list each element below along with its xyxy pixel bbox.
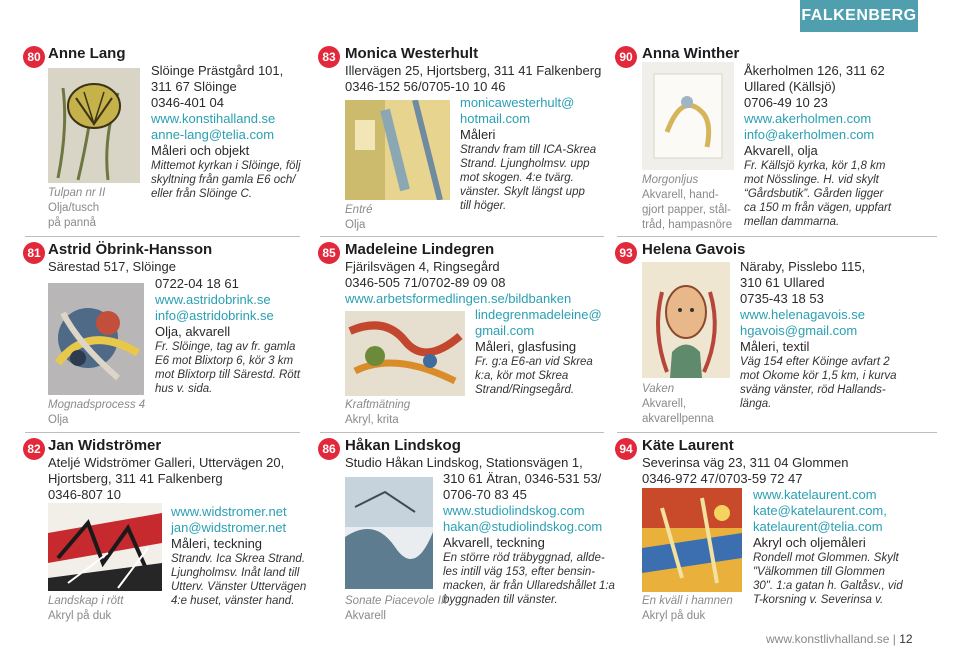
website-link[interactable]: www.widstromer.net bbox=[171, 504, 287, 519]
email-link[interactable]: hotmail.com bbox=[460, 111, 531, 126]
artist-name: Madeleine Lindegren bbox=[345, 241, 495, 258]
artwork-medium: Akryl på duk bbox=[642, 610, 706, 622]
directions-line: Strandv. Ica Skrea Strand. bbox=[171, 553, 306, 565]
directions-line: Fr. g:a E6-an vid Skrea bbox=[475, 356, 593, 368]
directions-line: Rondell mot Glommen. Skylt bbox=[753, 552, 899, 564]
directions-line: mot Okome kör 1,5 km, i kurva bbox=[740, 370, 897, 382]
address-line: Näraby, Pisslebo 115, bbox=[740, 259, 866, 274]
artist-name: Anne Lang bbox=[48, 45, 126, 62]
divider bbox=[320, 236, 604, 237]
entry-number-badge: 83 bbox=[318, 46, 340, 68]
website-link[interactable]: www.studiolindskog.com bbox=[443, 503, 585, 518]
website-link[interactable]: www.astridobrink.se bbox=[155, 292, 271, 307]
directions-line: mot skogen. 4:e tvärg. bbox=[460, 172, 574, 184]
directions-line: till höger. bbox=[460, 200, 507, 212]
email-link[interactable]: lindegrenmadeleine@ bbox=[475, 307, 602, 322]
region-tab: FALKENBERG bbox=[800, 0, 918, 32]
artwork-image bbox=[345, 311, 465, 396]
entry-number-badge: 90 bbox=[615, 46, 637, 68]
directions-line: Strand. Ljungholmsv. upp bbox=[460, 158, 590, 170]
artist-name: Monica Westerhult bbox=[345, 45, 479, 62]
directions-line: skyltning från gamla E6 och/ bbox=[151, 174, 296, 186]
email-link[interactable]: info@astridobrink.se bbox=[155, 308, 274, 323]
artwork-image bbox=[642, 488, 742, 592]
artwork-image bbox=[48, 68, 140, 183]
directions-line: vänster. Skylt längst upp bbox=[460, 186, 585, 198]
artwork-image bbox=[642, 262, 730, 378]
website-link[interactable]: www.helenagavois.se bbox=[740, 307, 866, 322]
artist-name: Anna Winther bbox=[642, 45, 740, 62]
directions-line: eller från Slöinge C. bbox=[151, 188, 252, 200]
website-link[interactable]: www.akerholmen.com bbox=[744, 111, 872, 126]
artwork-title: En kväll i hamnen bbox=[642, 595, 733, 607]
email-link[interactable]: info@akerholmen.com bbox=[744, 127, 875, 142]
entry-number-badge: 94 bbox=[615, 438, 637, 460]
directions-line: En större röd träbyggnad, allde- bbox=[443, 552, 605, 564]
address-line: Hjortsberg, 311 41 Falkenberg bbox=[48, 471, 223, 486]
artist-name: Helena Gavois bbox=[642, 241, 746, 258]
divider bbox=[25, 432, 300, 433]
entry-number-badge: 81 bbox=[23, 242, 45, 264]
artwork-medium: Olja bbox=[345, 219, 366, 231]
artwork-medium: tråd, hampasnöre bbox=[642, 219, 733, 231]
phone: 0735-43 18 53 bbox=[740, 291, 824, 306]
artwork-medium: Olja/tusch bbox=[48, 202, 100, 214]
directions-line: Mittemot kyrkan i Slöinge, följ bbox=[151, 160, 301, 172]
email-link[interactable]: hgavois@gmail.com bbox=[740, 323, 858, 338]
directions-line: byggnaden till vänster. bbox=[443, 594, 558, 606]
divider bbox=[320, 432, 604, 433]
directions-line: mellan dammarna. bbox=[744, 216, 840, 228]
email-link[interactable]: anne-lang@telia.com bbox=[151, 127, 275, 142]
entry-number-badge: 82 bbox=[23, 438, 45, 460]
address-line: 311 67 Slöinge bbox=[151, 79, 237, 94]
address-line: Fjärilsvägen 4, Ringsegård bbox=[345, 259, 500, 274]
directions-line: macken, är från Ullaredshållet 1:a bbox=[443, 580, 615, 592]
phone: 0346-401 04 bbox=[151, 95, 225, 110]
directions-line: “Gårdsbutik”. Gården ligger bbox=[744, 188, 884, 200]
artwork-medium: gjort papper, stål- bbox=[642, 204, 731, 216]
directions-line: "Välkommen till Glommen bbox=[753, 566, 885, 578]
directions-line: Utterv. Vänster Uttervägen bbox=[171, 581, 307, 593]
artwork-image bbox=[48, 503, 162, 591]
directions-line: länga. bbox=[740, 398, 772, 410]
artwork-title: Vaken bbox=[642, 383, 675, 395]
directions-line: Väg 154 efter Köinge avfart 2 bbox=[740, 356, 890, 368]
artwork-image bbox=[48, 283, 144, 395]
directions-line: ca 150 m från vägen, uppfart bbox=[744, 202, 892, 214]
technique: Akvarell, teckning bbox=[443, 535, 545, 550]
artwork-title: Kraftmätning bbox=[345, 399, 411, 411]
technique: Måleri bbox=[460, 127, 496, 142]
directions-line: hus v. sida. bbox=[155, 383, 213, 395]
divider bbox=[617, 432, 937, 433]
website-link[interactable]: www.konstihalland.se bbox=[151, 111, 276, 126]
directions-line: mot Blixtorp till Särestd. Rött bbox=[155, 369, 301, 381]
address-line: Studio Håkan Lindskog, Stationsvägen 1, bbox=[345, 455, 583, 470]
directions-line: T-korsning v. Severinsa v. bbox=[753, 594, 884, 606]
artwork-title: Landskap i rött bbox=[48, 595, 124, 607]
address-line: Ateljé Widströmer Galleri, Uttervägen 20, bbox=[48, 455, 285, 470]
artist-name: Jan Widströmer bbox=[48, 437, 162, 454]
email-link[interactable]: kate@katelaurent.com, bbox=[753, 503, 887, 518]
technique: Måleri, glasfusing bbox=[475, 339, 577, 354]
phone: 0346-152 56/0705-10 10 46 bbox=[345, 79, 506, 94]
directions-line: 30". 1:a gatan h. Galtåsv., vid bbox=[753, 580, 903, 592]
directions-line: les intill väg 153, efter bensin- bbox=[443, 566, 596, 578]
address-line: Åkerholmen 126, 311 62 bbox=[744, 63, 885, 78]
phone: 0722-04 18 61 bbox=[155, 276, 239, 291]
phone: 0346-807 10 bbox=[48, 487, 122, 502]
address-line: Ullared (Källsjö) bbox=[744, 79, 836, 94]
artist-name: Håkan Lindskog bbox=[345, 437, 461, 454]
divider bbox=[617, 236, 937, 237]
artwork-medium: Akvarell bbox=[345, 610, 386, 622]
address-line: 310 61 Ullared bbox=[740, 275, 825, 290]
page-footer bbox=[766, 632, 913, 646]
artwork-medium: Akryl på duk bbox=[48, 610, 112, 622]
artwork-title: Sonate Piacevole III bbox=[345, 595, 448, 607]
artwork-medium: Akvarell, bbox=[642, 398, 687, 410]
artwork-image bbox=[345, 477, 433, 589]
artwork-medium: Akvarell, hand- bbox=[642, 189, 719, 201]
email-link[interactable]: jan@widstromer.net bbox=[171, 520, 287, 535]
technique: Måleri, teckning bbox=[171, 536, 263, 551]
technique: Olja, akvarell bbox=[155, 324, 231, 339]
directions-line: sväng vänster, röd Hallands- bbox=[740, 384, 886, 396]
directions-line: k:a, kör mot Skrea bbox=[475, 370, 569, 382]
phone: 0346-972 47/0703-59 72 47 bbox=[642, 471, 803, 486]
page-number: 12 bbox=[899, 632, 913, 646]
artwork-title: Tulpan nr II bbox=[48, 187, 106, 199]
directions-line: Strand/Ringsegård. bbox=[475, 384, 575, 396]
address-line: Slöinge Prästgård 101, bbox=[151, 63, 284, 78]
directions-line: Ljungholmsv. Inåt land till bbox=[171, 567, 300, 579]
directions-line: 4:e huset, vänster hand. bbox=[171, 595, 295, 607]
artwork-medium: akvarellpenna bbox=[642, 413, 714, 425]
artwork-image bbox=[642, 62, 734, 170]
artwork-medium: Olja bbox=[48, 414, 69, 426]
technique: Måleri, textil bbox=[740, 339, 810, 354]
email-link[interactable]: katelaurent@telia.com bbox=[753, 519, 883, 534]
footer-separator: | bbox=[892, 632, 896, 646]
website-link[interactable]: www.katelaurent.com bbox=[753, 487, 877, 502]
technique: Måleri och objekt bbox=[151, 143, 250, 158]
directions-line: Fr. Slöinge, tag av fr. gamla bbox=[155, 341, 296, 353]
entry-number-badge: 86 bbox=[318, 438, 340, 460]
artwork-title: Entré bbox=[345, 204, 373, 216]
artwork-image bbox=[345, 100, 450, 200]
divider bbox=[25, 236, 300, 237]
technique: Akryl och oljemåleri bbox=[753, 535, 866, 550]
artist-name: Käte Laurent bbox=[642, 437, 734, 454]
phone: 0706-70 83 45 bbox=[443, 487, 527, 502]
technique: Akvarell, olja bbox=[744, 143, 818, 158]
email-link[interactable]: gmail.com bbox=[475, 323, 535, 338]
footer-url[interactable]: www.konstlivhalland.se bbox=[766, 632, 890, 646]
directions-line: Fr. Källsjö kyrka, kör 1,8 km bbox=[744, 160, 886, 172]
artwork-medium: på pannå bbox=[48, 217, 96, 229]
artist-name: Astrid Öbrink-Hansson bbox=[48, 241, 213, 258]
entry-number-badge: 80 bbox=[23, 46, 45, 68]
artwork-title: Morgonljus bbox=[642, 174, 699, 186]
phone: 0706-49 10 23 bbox=[744, 95, 828, 110]
artwork-medium: Akryl, krita bbox=[345, 414, 399, 426]
entry-number-badge: 85 bbox=[318, 242, 340, 264]
address-line: 310 61 Ätran, 0346-531 53/ bbox=[443, 471, 602, 486]
directions-line: mot Nösslinge. H. vid skylt bbox=[744, 174, 879, 186]
address-line: Severinsa väg 23, 311 04 Glommen bbox=[642, 455, 849, 470]
email-link[interactable]: hakan@studiolindskog.com bbox=[443, 519, 603, 534]
entry-number-badge: 93 bbox=[615, 242, 637, 264]
email-link[interactable]: monicawesterhult@ bbox=[460, 95, 575, 110]
address-line: Särestad 517, Slöinge bbox=[48, 259, 176, 274]
address-line: Illervägen 25, Hjortsberg, 311 41 Falkenberg bbox=[345, 63, 602, 78]
artwork-title: Mognadsprocess 4 bbox=[48, 399, 146, 411]
directions-line: E6 mot Blixtorp 6, kör 3 km bbox=[155, 355, 294, 367]
phone: 0346-505 71/0702-89 09 08 bbox=[345, 275, 506, 290]
website-link[interactable]: www.arbetsformedlingen.se/bildbanken bbox=[345, 291, 572, 306]
directions-line: Strandv fram till ICA-Skrea bbox=[460, 144, 597, 156]
